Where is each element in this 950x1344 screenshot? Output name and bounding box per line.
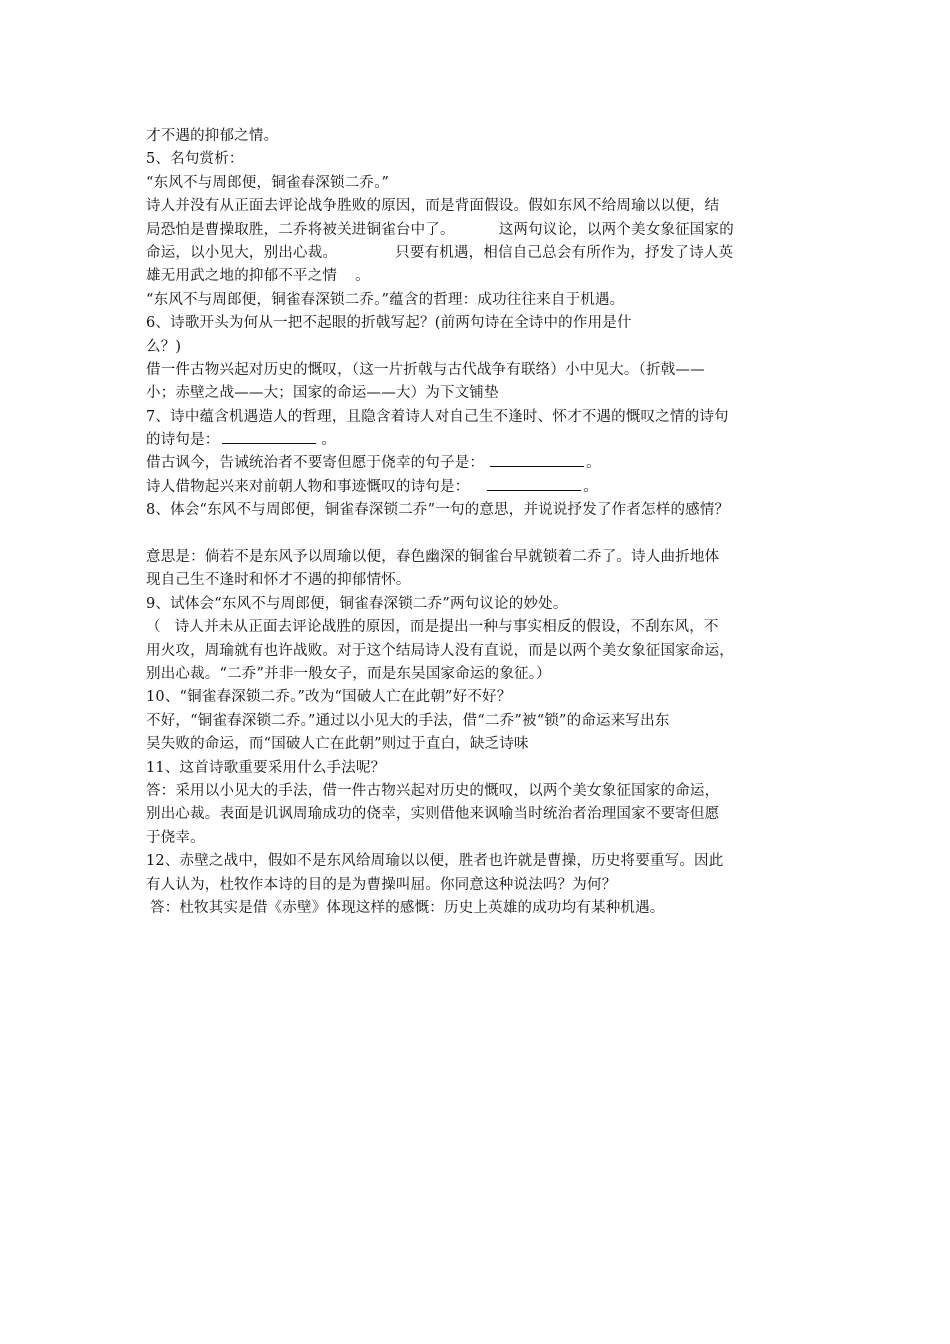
answer-blank	[490, 452, 584, 467]
text-line: 别出心裁。“二乔”并非一般女子，而是东吴国家命运的象征。）	[146, 665, 551, 682]
question-9-heading: 9、试体会“东风不与周郎便，铜雀春深锁二乔”两句议论的妙处。	[146, 595, 568, 612]
fill-in-line: 诗人借物起兴来对前朝人物和事迹慨叹的诗句是： 。	[146, 476, 826, 499]
text-line: 有人认为，杜牧作本诗的目的是为曹操叫屈。你同意这种说法吗？为何？	[146, 876, 617, 893]
empty-line	[146, 523, 826, 546]
text-line: 意思是：倘若不是东风予以周瑜以便，春色幽深的铜雀台早就锁着二乔了。诗人曲折地体	[146, 549, 720, 566]
text-line: 答：采用以小见大的手法，借一件古物兴起对历史的慨叹，以两个美女象征国家的命运，	[146, 782, 720, 799]
question-5-heading: 5、名句赏析：	[146, 151, 244, 168]
question-8-heading: 8、体会“东风不与周郎便，铜雀春深锁二乔”一句的意思，并说说抒发了作者怎样的感情？	[146, 502, 730, 519]
document-body	[146, 125, 826, 920]
text-line: “东风不与周郎便，铜雀春深锁二乔。”蕴含的哲理：成功往往来自于机遇。	[146, 291, 625, 308]
text-line: 别出心裁。表面是讥讽周瑜成功的侥幸，实则借他来讽喻当时统治者治理国家不要寄但愿	[146, 806, 720, 823]
text-line: 诗人并没有从正面去评论战争胜败的原因，而是背面假设。假如东风不给周瑜以以便，结	[146, 198, 720, 215]
text-line: 于侥幸。	[146, 829, 205, 846]
fill-in-line: 的诗句是： 。	[146, 429, 826, 452]
question-12-heading: 12、赤壁之战中，假如不是东风给周瑜以以便，胜者也许就是曹操，历史将要重写。因此	[146, 853, 724, 870]
question-11-heading: 11、这首诗歌重要采用什么手法呢？	[146, 759, 386, 776]
question-6-heading: 6、诗歌开头为何从一把不起眼的折戟写起？(前两句诗在全诗中的作用是什	[146, 315, 632, 332]
text-line: （ 诗人并未从正面去评论战胜的原因，而是提出一种与事实相反的假设，不刮东风，不	[146, 619, 719, 636]
answer-blank	[222, 429, 316, 444]
text-line: 用火攻，周瑜就有也许战败。对于这个结局诗人没有直说，而是以两个美女象征国家命运，	[146, 642, 734, 659]
text-line: 借一件古物兴起对历史的慨叹，（这一片折戟与古代战争有联络）小中见大。（折戟——	[146, 361, 705, 378]
text-line: 命运，以小见大，别出心裁。 只要有机遇，相信自己总会有所作为，抒发了诗人英	[146, 244, 734, 261]
text-line: 吴失败的命运，而“国破人亡在此朝”则过于直白，缺乏诗味	[146, 736, 529, 753]
text-line: 么？)	[146, 338, 182, 355]
fill-in-line: 借古讽今，告诫统治者不要寄但愿于侥幸的句子是： 。	[146, 452, 826, 475]
text-line: 现自己生不逢时和怀才不遇的抑郁情怀。	[146, 572, 411, 589]
answer-blank	[487, 476, 581, 491]
text-line: 不好，“铜雀春深锁二乔。”通过以小见大的手法，借“二乔”被“锁”的命运来写出东	[146, 712, 670, 729]
question-7-heading: 7、诗中蕴含机遇造人的哲理，且隐含着诗人对自己生不逢时、怀才不遇的慨叹之情的诗句	[146, 408, 729, 425]
text-line: 局恐怕是曹操取胜，二乔将被关进铜雀台中了。 这两句议论，以两个美女象征国家的	[146, 221, 734, 238]
question-10-heading: 10、“铜雀春深锁二乔。”改为“国破人亡在此朝”好不好？	[146, 689, 512, 706]
text-line: 雄无用武之地的抑郁不平之情 。	[146, 268, 370, 285]
quote-line: “东风不与周郎便，铜雀春深锁二乔。”	[146, 174, 390, 191]
text-line: 答：杜牧其实是借《赤壁》体现这样的感慨：历史上英雄的成功均有某种机遇。	[150, 899, 665, 916]
text-line: 才不遇的抑郁之情。	[146, 128, 279, 144]
text-line: 小；赤壁之战——大；国家的命运——大）为下文铺垫	[146, 385, 499, 402]
